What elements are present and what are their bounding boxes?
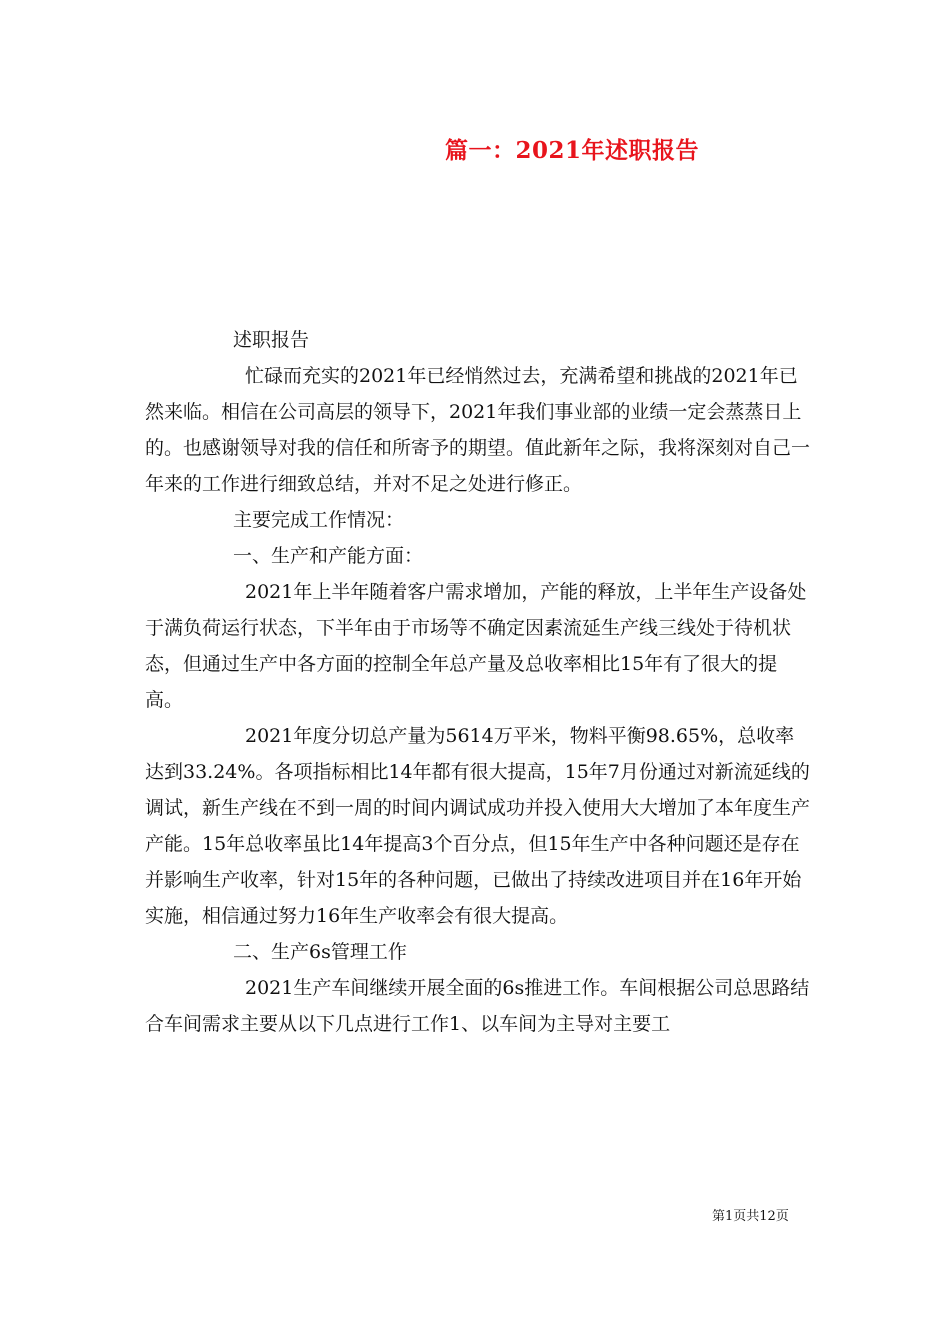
production-paragraph: 2021年上半年随着客户需求增加，产能的释放，上半年生产设备处于满负荷运行状态，下半年由于市场等不确定因素流延生产线三线处于待机状态，但通过生产中各方面的控制全年总产量及总收率相比15年有了很大的提高。: [145, 581, 807, 711]
output-paragraph: 2021年度分切总产量为5614万平米，物料平衡98.65%，总收率达到33.24%。各项指标相比14年都有很大提高，15年7月份通过对新流延线的调试，新生产线在不到一周的时间内调试成功并投入使用大大增加了本年度生产产能。15年总收率虽比14年提高3个百分点，但15年生产中各种问题还是存在并影响生产收率，针对15年的各种问题，已做出了持续改进项目并在16年开始实施，相信通过努力16年生产收率会有很大提高。: [145, 725, 811, 927]
6s-paragraph: 2021生产车间继续开展全面的6s推进工作。车间根据公司总思路结合车间需求主要从以下几点进行工作1、以车间为主导对主要工: [145, 977, 810, 1035]
report-heading: 述职报告: [233, 329, 310, 351]
page-title: 篇一：2021年述职报告: [445, 137, 700, 164]
section-heading-production: 一、生产和产能方面：: [233, 545, 424, 567]
document-body: [145, 322, 810, 1042]
section-heading-6s: 二、生产6s管理工作: [233, 941, 407, 963]
section-heading-main-work: 主要完成工作情况：: [233, 509, 405, 531]
page-number-footer: 第1页共12页: [712, 1209, 789, 1224]
intro-paragraph: 忙碌而充实的2021年已经悄然过去，充满希望和挑战的2021年已然来临。相信在公司高层的领导下，2021年我们事业部的业绩一定会蒸蒸日上的。也感谢领导对我的信任和所寄予的期望。值此新年之际，我将深刻对自己一年来的工作进行细致总结，并对不足之处进行修正。: [145, 365, 811, 495]
